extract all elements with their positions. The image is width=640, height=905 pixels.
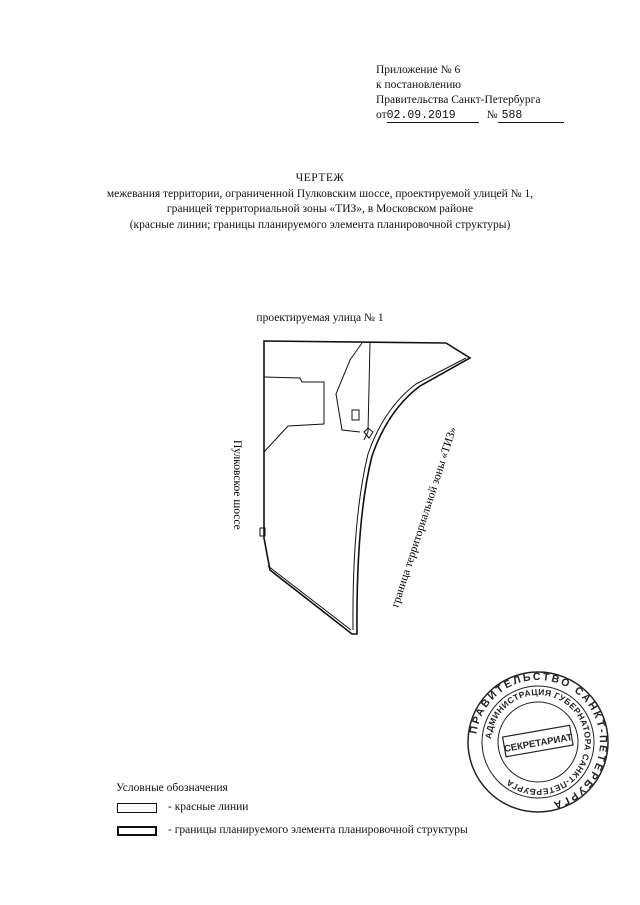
structure-marker-1 xyxy=(352,410,359,420)
official-stamp xyxy=(467,671,609,812)
stamp-outer-text: ПРАВИТЕЛЬСТВО САНКТ-ПЕТЕРБУРГА xyxy=(467,670,610,812)
appendix-number: Приложение № 6 xyxy=(376,64,461,76)
legend-swatch-red-lines xyxy=(117,803,157,813)
street-label-top: проектируемая улица № 1 xyxy=(256,312,384,324)
number-prefix: № xyxy=(486,109,498,121)
legend-label-planning-boundary: - границы планируемого элемента планировочной структуры xyxy=(168,824,468,836)
document-date: 02.09.2019 xyxy=(387,109,479,123)
red-line-internal-1 xyxy=(364,343,370,440)
legend-label-red-lines: - красные линии xyxy=(168,801,249,813)
street-label-left: Пулковское шоссе xyxy=(231,440,243,530)
red-line-internal-2 xyxy=(336,343,362,432)
zone-boundary-label: граница территориальной зоны «ТИЗ» xyxy=(389,425,460,609)
drawing-title-line3: границей территориальной зоны «ТИЗ», в Московском районе xyxy=(166,203,474,215)
red-line-internal-3 xyxy=(264,377,324,452)
drawing-title-heading: ЧЕРТЕЖ xyxy=(295,172,345,184)
drawing-title-line4: (красные линии; границы планируемого элемента планировочной структуры) xyxy=(129,218,511,231)
document-number: 588 xyxy=(498,109,564,123)
legend-title: Условные обозначения xyxy=(116,782,228,794)
red-line-east-curve xyxy=(353,358,466,630)
appendix-subtitle: к постановлению xyxy=(376,79,461,91)
appendix-authority: Правительства Санкт-Петербурга xyxy=(376,94,541,106)
legend-swatch-planning-boundary xyxy=(117,826,157,836)
stamp-inner-text: АДМИНИСТРАЦИЯ ГУБЕРНАТОРА САНКТ-ПЕТЕРБУРГА xyxy=(483,686,594,798)
red-line-southwest xyxy=(268,566,351,630)
stamp-center-text: СЕКРЕТАРИАТ xyxy=(503,732,574,755)
date-prefix: от xyxy=(376,109,387,121)
drawing-title-line2: межевания территории, ограниченной Пулковским шоссе, проектируемой улицей № 1, xyxy=(106,187,534,200)
